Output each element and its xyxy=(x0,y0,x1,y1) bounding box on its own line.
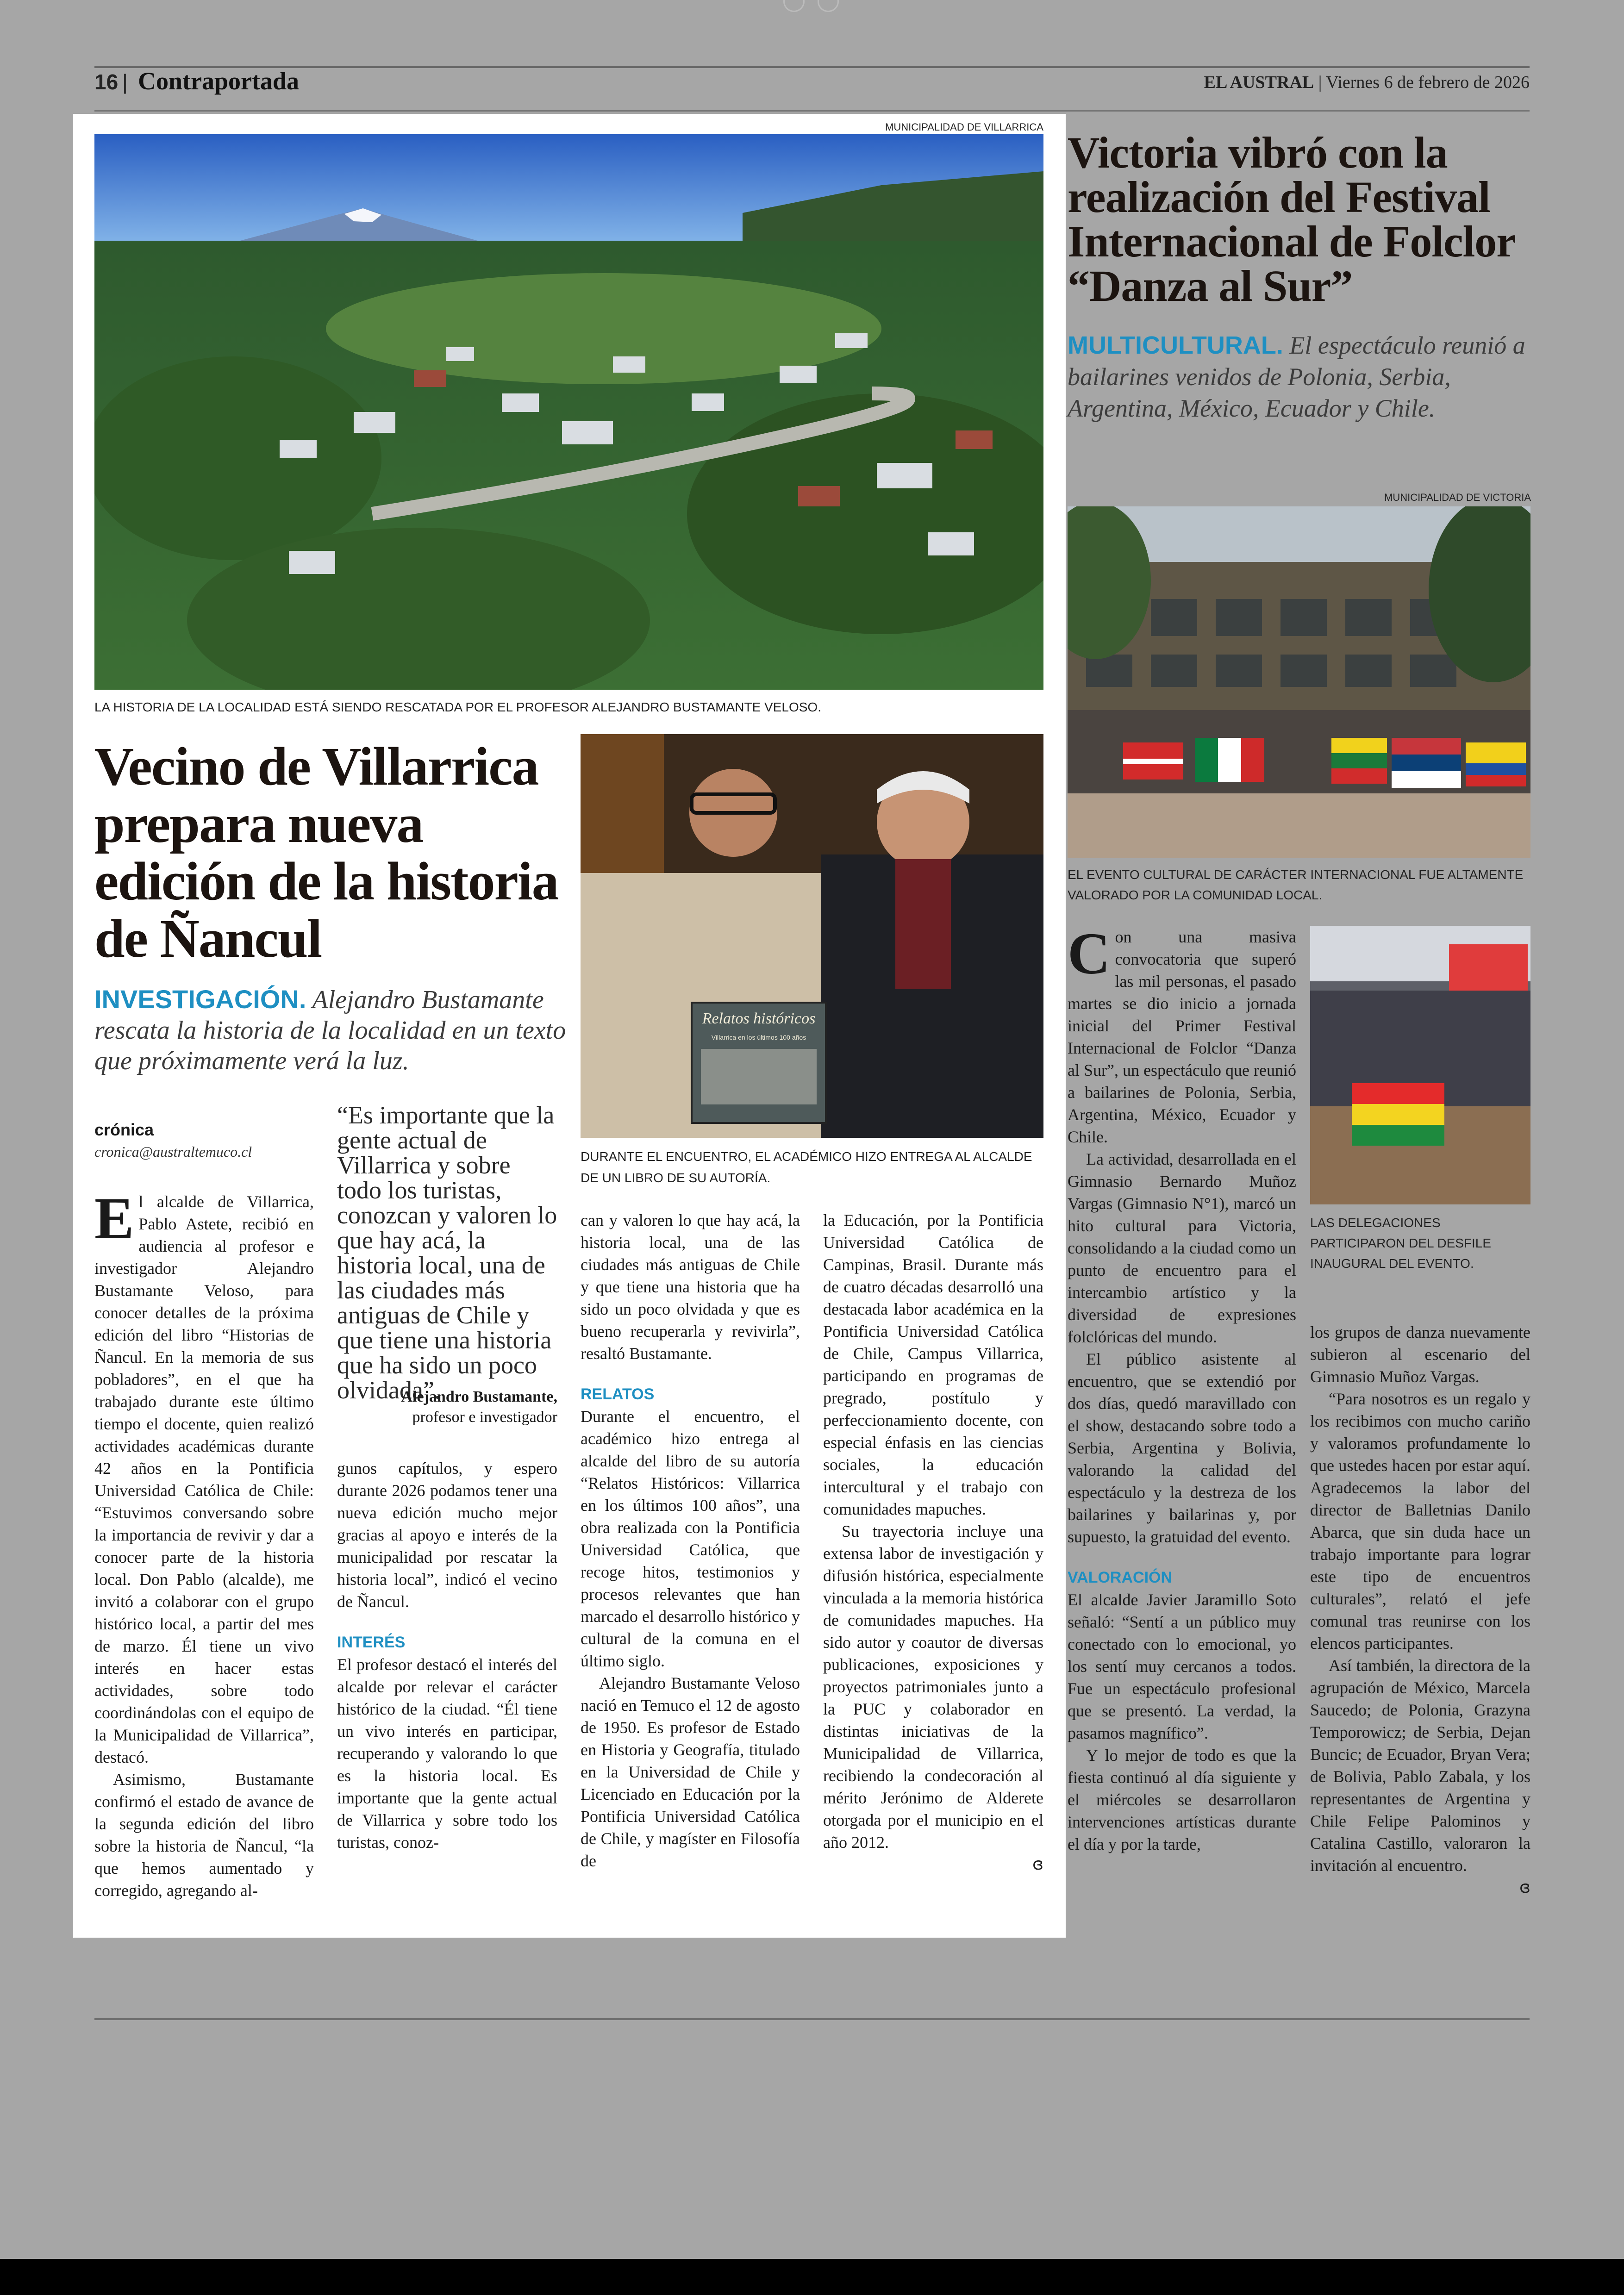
main-headline: Vecino de Villarrica prepara nueva edición de la historia de Ñancul xyxy=(94,736,558,969)
side-headline: Victoria vibró con la realización del Festival Internacional de Folclor “Danza al Sur” xyxy=(1068,128,1515,311)
main-column-4 xyxy=(823,1209,1043,1876)
paragraph: El profesor destacó el interés del alcalde por relevar el carácter histórico de la ciudad. “Él tiene un vivo interés en participar, recuperando y valorando lo que es la historia local. Es importante que la gente actual de Villarrica y sobre todo los turistas, conoz- xyxy=(337,1655,557,1852)
header-rule-bottom xyxy=(94,110,1530,112)
paragraph: “Para nosotros es un regalo y los recibimos con mucho cariño y valoramos profundamente lo que ustedes hacen por estar aquí. Agradecemos la labor del director de Balletnias Danilo Abarca, que sin duda hace un trabajo importante para lograr este tipo de encuentros culturales”, relató el jefe comunal tras reunirse con los elencos participantes. xyxy=(1310,1390,1530,1653)
paragraph: can y valoren lo que hay acá, la historia local, una de las ciudades más antiguas de Chile y que tiene una historia que ha sido un poco olvidada y que es bueno recuperarla y revivirla”, resaltó Bustamante. xyxy=(581,1211,800,1363)
subheading-valoracion: VALORACIÓN xyxy=(1068,1569,1173,1586)
main-kicker: INVESTIGACIÓN. xyxy=(94,985,306,1014)
paragraph: los grupos de danza nuevamente subieron al escenario del Gimnasio Muñoz Vargas. xyxy=(1310,1323,1530,1386)
quote-author-role: profesor e investigador xyxy=(412,1409,557,1426)
issue-date: | Viernes 6 de febrero de 2026 xyxy=(1318,73,1530,92)
main-lead-text: Alejandro Bustamante rescata la historia de la localidad en un texto que próximamente verá la luz. xyxy=(94,985,566,1075)
end-mark: ɞ xyxy=(1032,1855,1043,1874)
handover-caption: DURANTE EL ENCUENTRO, EL ACADÉMICO HIZO ENTREGA AL ALCALDE DE UN LIBRO DE SU AUTORÍA. xyxy=(581,1149,1032,1185)
main-column-3 xyxy=(581,1209,800,1872)
photo-caption: LA HISTORIA DE LA LOCALIDAD ESTÁ SIENDO RESCATADA POR EL PROFESOR ALEJANDRO BUSTAMANTE VELOSO. xyxy=(94,700,821,714)
handover-photo xyxy=(581,734,1043,1138)
parade-photo xyxy=(1310,926,1530,1204)
paragraph: la Educación, por la Pontificia Universidad Católica de Campinas, Brasil. Durante más de cuatro décadas desarrolló una destacada labor académica en la Pontificia Universidad Católica de Chile, Campus Villarrica, participando en programas de pregrado, postítulo y perfeccionamiento docente, con especial énfasis en las ciencias sociales, la educación intercultural y el trabajo con comunidades mapuches. xyxy=(823,1211,1043,1518)
main-column-1 xyxy=(94,1185,314,1902)
parade-photo-caption: LAS DELEGACIONES PARTICIPARON DEL DESFILE INAUGURAL DEL EVENTO. xyxy=(1310,1216,1492,1271)
paragraph: Alejandro Bustamante Veloso nació en Temuco el 12 de agosto de 1950. Es profesor de Estado en Historia y Geografía, titulado en la Universidad de Chile y Licenciado en Educación por la Pontificia Universidad Católica de Chile, y magíster en Filosofía de xyxy=(581,1674,800,1870)
paragraph: Así también, la directora de la agrupación de México, Marcela Saucedo; de Polonia, Grazyna Temporowicz; de Serbia, Dejan Buncic; de Ecuador, Bryan Vera; de Bolivia, Pablo Zabala, y los representantes de Argentina y Chile Felipe Palominos y Catalina Castillo, valoraron la invitación al encuentro. xyxy=(1310,1656,1530,1875)
side-kicker: MULTICULTURAL. xyxy=(1068,331,1283,359)
paragraph: Su trayectoria incluye una extensa labor de investigación y difusión histórica, especialmente vinculada a la memoria histórica de comunidades mapuches. Ha sido autor y coautor de diversas publicaciones, exposiciones y proyectos patrimoniales junto a la PUC y colaborador en distintas iniciativas de la Municipalidad de Villarrica, recibiendo la condecoración al mérito Jerónimo de Alderete otorgada por el municipio en el año 2012. xyxy=(823,1522,1043,1852)
side-lead-text: El espectáculo reunió a bailarines venidos de Polonia, Serbia, Argentina, México, Ecuador y Chile. xyxy=(1068,331,1525,422)
header-separator: | xyxy=(122,70,128,94)
group-photo-caption: EL EVENTO CULTURAL DE CARÁCTER INTERNACIONAL FUE ALTAMENTE VALORADO POR LA COMUNIDAD LOCAL. xyxy=(1068,867,1524,902)
book-title: Relatos históricos xyxy=(702,1010,816,1027)
section-title: Contraportada xyxy=(138,67,299,95)
group-photo-illustration xyxy=(1068,506,1530,858)
handover-illustration xyxy=(581,734,1043,1138)
paragraph: gunos capítulos, y espero durante 2026 podamos tener una nueva edición mucho mejor gracias al apoyo e interés de la municipalidad por rescatar la historia local”, indicó el vecino de Ñancul. xyxy=(337,1459,557,1611)
quote-author-name: Alejandro Bustamante, xyxy=(401,1388,557,1405)
paragraph: El público asistente al encuentro, que se extendió por dos días, quedó maravillado con el show, destacando sobre todo a Serbia, Argentina y Bolivia, valorando la calidad del espectáculo y la destreza de los bailarines y bailarinas y, por supuesto, la gratuidad del evento. xyxy=(1068,1350,1296,1546)
viewer-bottom-bar xyxy=(0,2259,1624,2295)
header-rule-top xyxy=(94,66,1530,68)
subheading-relatos: RELATOS xyxy=(581,1385,655,1403)
main-lead xyxy=(94,984,576,1076)
previous-page-button[interactable] xyxy=(783,0,805,12)
side-column-2 xyxy=(1310,1321,1530,1899)
group-photo xyxy=(1068,506,1530,858)
paragraph: l alcalde de Villarrica, Pablo Astete, recibió en audiencia al profesor e investigador Alejandro Bustamante Veloso, para conocer detalles de la próxima edición del libro “Historias de Ñancul. En la memoria de sus pobladores”, en el que ha trabajado durante este último tiempo el docente, quien realizó actividades académicas durante 42 años en la Pontificia Universidad Católica de Chile: “Estuvimos conversando sobre la importancia de revivir y dar a conocer parte de la historia local. Don Pablo (alcalde), me invitó a colaborar con el grupo histórico local, a partir del mes de marzo. Él tiene un vivo interés en hacer estas actividades, sobre todo coordinándolas con el equipo de la Municipalidad de Villarrica”, destacó. xyxy=(94,1192,314,1766)
paragraph: La actividad, desarrollada en el Gimnasio Bernardo Muñoz Vargas (Gimnasio N°1), marcó un hito cultural para Victoria, consolidando a la ciudad como un punto de encuentro para el intercambio artístico y la diversidad de expresiones folclóricas del mundo. xyxy=(1068,1150,1296,1346)
next-page-button[interactable] xyxy=(818,0,839,12)
side-column-1 xyxy=(1068,921,1296,1855)
paragraph: on una masiva convocatoria que superó las mil personas, el pasado martes se dio inicio a jornada inicial del Primer Festival Internacional de Folclor “Danza al Sur”, un espectáculo que reunió a bailarines de Polonia, Serbia, Argentina, México, Ecuador y Chile. xyxy=(1068,928,1296,1146)
dropcap: C xyxy=(1068,921,1111,986)
photo-credit: MUNICIPALIDAD DE VILLARRICA xyxy=(885,121,1043,133)
footer-rule xyxy=(94,2018,1530,2020)
end-mark: ɞ xyxy=(1519,1878,1530,1897)
newspaper-dateline xyxy=(1204,72,1530,93)
landscape-illustration xyxy=(94,134,1043,690)
paragraph: El alcalde Javier Jaramillo Soto señaló: “Sentí a un público muy conectado con lo emocional, yo los sentí muy cercanos a todos. Fue un espectáculo profesional que se presentó. La verdad, la pasamos magnífico”. xyxy=(1068,1590,1296,1742)
book-subtitle: Villarrica en los últimos 100 años xyxy=(711,1034,806,1041)
subheading-interes: INTERÉS xyxy=(337,1634,406,1651)
page-number: 16 xyxy=(94,70,119,94)
parade-photo-illustration xyxy=(1310,926,1530,1204)
side-photo-credit: MUNICIPALIDAD DE VICTORIA xyxy=(1384,492,1531,503)
pull-quote: “Es importante que la gente actual de Villarrica y sobre todo los turistas, conozcan y valoren lo que hay acá, la historia local, una de las ciudades más antiguas de Chile y que tiene una historia que ha sido un poco olvidada”. xyxy=(337,1101,557,1404)
pull-quote-author xyxy=(337,1387,557,1428)
paragraph: Durante el encuentro, el académico hizo entrega al alcalde del libro de su autoría “Relatos Históricos: Villarrica en los últimos 100 años”, una obra realizada con la Pontificia Universidad Católica, que recoge hitos, testimonios y procesos relevantes que han marcado el desarrollo histórico y cultural de la comuna en el último siglo. xyxy=(581,1407,800,1670)
side-lead xyxy=(1068,330,1530,424)
landscape-photo xyxy=(94,134,1043,690)
paragraph: Asimismo, Bustamante confirmó el estado de avance de la segunda edición del libro sobre la historia de Ñancul, “la que hemos aumentado y corregido, agregando al- xyxy=(94,1770,314,1900)
dropcap: E xyxy=(94,1185,134,1251)
main-column-2 xyxy=(337,1457,557,1853)
byline-name: crónica xyxy=(94,1120,154,1139)
paragraph: Y lo mejor de todo es que la fiesta continuó al día siguiente y el miércoles se desarrollaron intervenciones artísticas durante el día y por la tarde, xyxy=(1068,1746,1296,1853)
newspaper-name: EL AUSTRAL xyxy=(1204,73,1314,92)
byline-email: cronica@australtemuco.cl xyxy=(94,1143,252,1160)
